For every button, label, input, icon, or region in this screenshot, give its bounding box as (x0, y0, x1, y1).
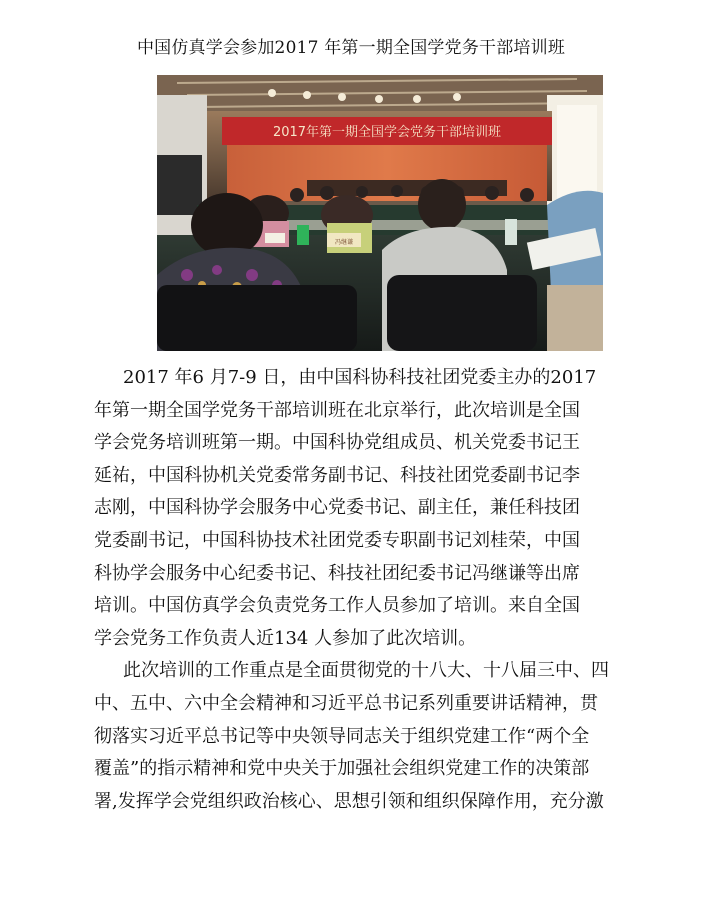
text-line: 学会党务培训班第一期。中国科协党组成员、机关党委书记王 (94, 432, 580, 454)
text-line: 志刚，中国科协学会服务中心党委书记、副主任，兼任科技团 (94, 497, 580, 519)
training-photo-image (157, 75, 603, 351)
document-title: 中国仿真学会参加2017 年第一期全国学党务干部培训班 (136, 38, 566, 58)
text-line: 署,发挥学会党组织政治核心、思想引领和组织保障作用，充分激 (94, 790, 604, 812)
paragraph-2 (94, 655, 674, 818)
banner-text: 2017年第一期全国学会党务干部培训班 (272, 125, 502, 140)
text-line: 学会党务工作负责人近134 人参加了此次培训。 (94, 627, 477, 649)
text-line: 科协学会服务中心纪委书记、科技社团纪委书记冯继谦等出席 (94, 562, 580, 584)
text-line: 年第一期全国学党务干部培训班在北京举行，此次培训是全国 (94, 399, 580, 421)
name-sign-text: 冯继谦 (334, 239, 354, 246)
training-photo (157, 75, 603, 351)
text-line: 培训。中国仿真学会负责党务工作人员参加了培训。来自全国 (94, 595, 580, 617)
text-line: 延祐，中国科协机关党委常务副书记、科技社团党委副书记李 (94, 464, 580, 486)
article-body (94, 362, 674, 818)
paragraph-1 (94, 362, 674, 655)
text-line: 覆盖”的指示精神和党中央关于加强社会组织党建工作的决策部 (94, 758, 590, 780)
text-line: 党委副书记，中国科协技术社团党委专职副书记刘桂荣，中国 (94, 529, 580, 551)
text-line: 彻落实习近平总书记等中央领导同志关于组织党建工作“两个全 (94, 725, 590, 747)
text-line: 中、五中、六中全会精神和习近平总书记系列重要讲话精神，贯 (94, 692, 598, 714)
text-line: 2017 年6 月7-9 日，由中国科协科技社团党委主办的2017 (123, 367, 597, 388)
text-line: 此次培训的工作重点是全面贯彻党的十八大、十八届三中、四 (123, 660, 609, 682)
